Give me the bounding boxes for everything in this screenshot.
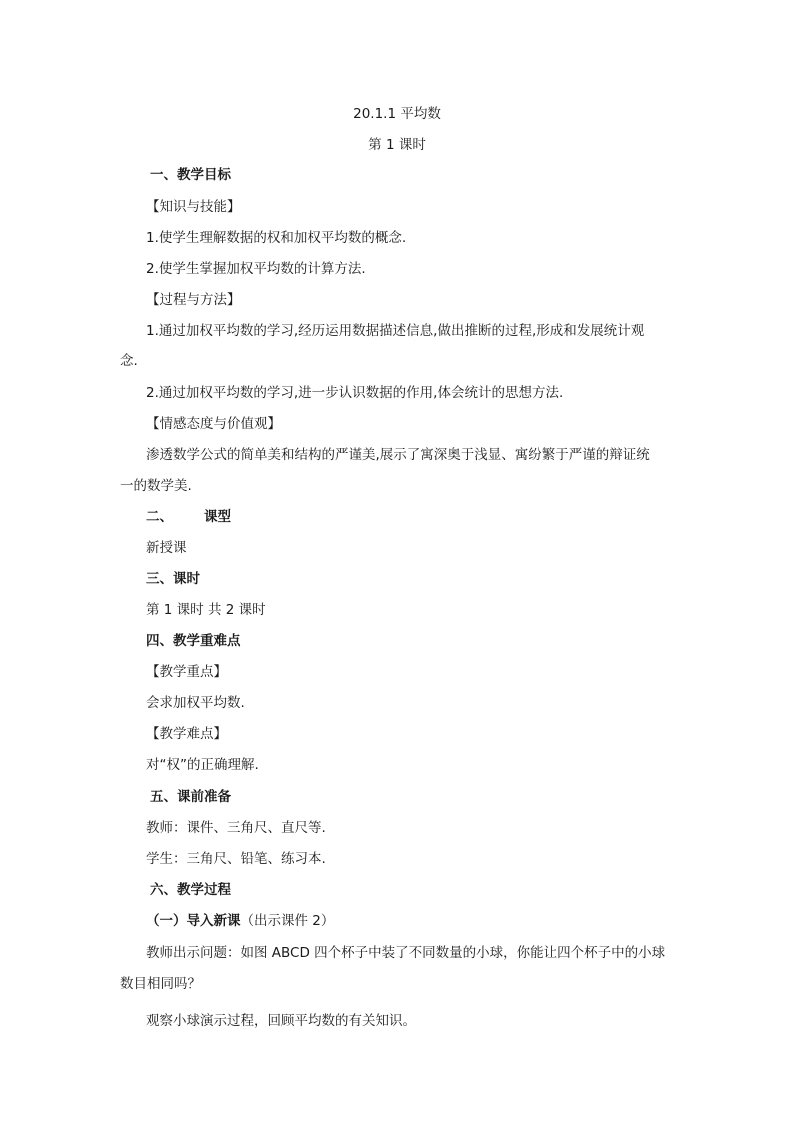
label-knowledge-skills: 【知识与技能】 — [146, 199, 241, 215]
section-heading-type-number: 二、 — [146, 509, 173, 525]
observe-text: 观察小球演示过程，回顾平均数的有关知识。 — [146, 1013, 416, 1029]
label-emotion-values: 【情感态度与价值观】 — [146, 416, 281, 432]
label-difficult-point: 【教学难点】 — [146, 726, 227, 742]
section-heading-key-difficult: 四、教学重难点 — [146, 633, 241, 649]
label-key-point: 【教学重点】 — [146, 664, 227, 680]
teacher-question-line2: 数目相同吗？ — [120, 976, 201, 992]
intro-note: （出示课件 2） — [240, 913, 335, 929]
emotion-text-line2: 一的数学美. — [120, 478, 192, 494]
section-heading-objectives: 一、教学目标 — [150, 167, 231, 183]
label-process-methods: 【过程与方法】 — [146, 292, 241, 308]
student-preparation: 学生：三角尺、铅笔、练习本. — [146, 851, 326, 867]
intro-heading: （一）导入新课 — [146, 913, 241, 929]
section-heading-period: 三、课时 — [146, 571, 200, 587]
lesson-title: 20.1.1 平均数 — [353, 106, 441, 122]
process-item-1-line1: 1.通过加权平均数的学习,经历运用数据描述信息,做出推断的过程,形成和发展统计观 — [146, 323, 645, 339]
section-heading-process: 六、教学过程 — [150, 882, 231, 898]
knowledge-item-1: 1.使学生理解数据的权和加权平均数的概念. — [146, 230, 407, 246]
process-item-1-line2: 念. — [120, 353, 138, 369]
section-heading-type-title: 课型 — [204, 509, 231, 525]
emotion-text-line1: 渗透数学公式的简单美和结构的严谨美,展示了寓深奥于浅显、寓纷繁于严谨的辩证统 — [146, 447, 650, 463]
teacher-question-line1: 教师出示问题：如图 ABCD 四个杯子中装了不同数量的小球，你能让四个杯子中的小球 — [146, 945, 666, 961]
teacher-preparation: 教师：课件、三角尺、直尺等. — [146, 820, 326, 836]
lesson-type: 新授课 — [146, 540, 187, 556]
difficult-point-text: 对“权”的正确理解. — [146, 757, 259, 773]
lesson-subtitle: 第 1 课时 — [368, 137, 426, 153]
key-point-text: 会求加权平均数. — [146, 695, 245, 711]
knowledge-item-2: 2.使学生掌握加权平均数的计算方法. — [146, 261, 366, 277]
intro-line — [146, 912, 334, 930]
period-text: 第 1 课时 共 2 课时 — [146, 602, 266, 618]
section-heading-preparation: 五、课前准备 — [150, 789, 231, 805]
process-item-2: 2.通过加权平均数的学习,进一步认识数据的作用,体会统计的思想方法. — [146, 385, 564, 401]
